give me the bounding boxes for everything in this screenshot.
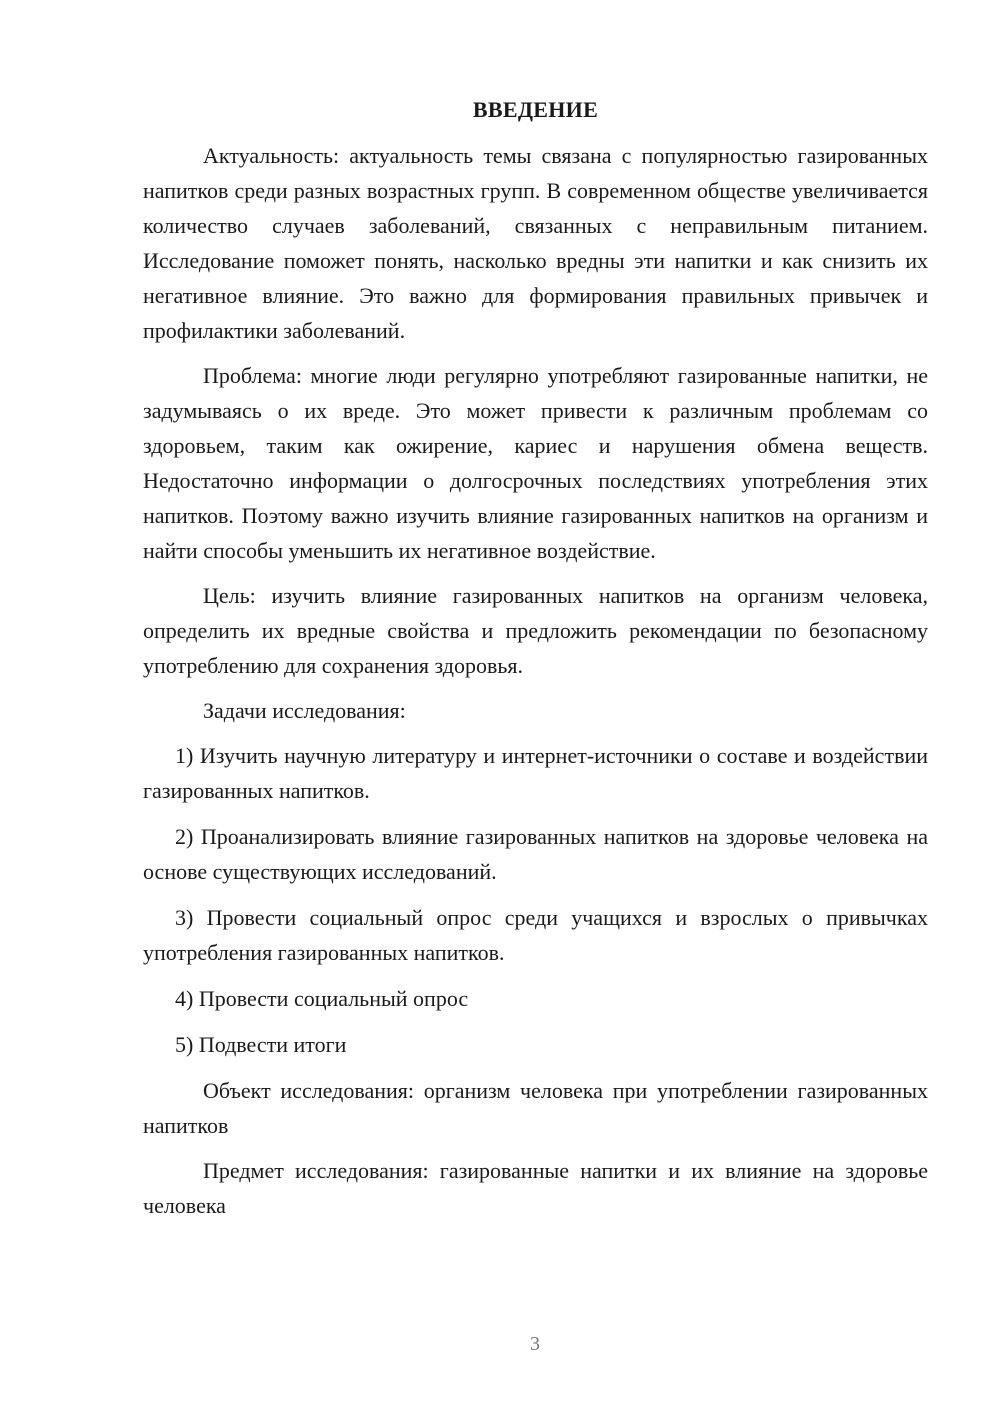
- task-item-4: 4) Провести социальный опрос: [175, 986, 469, 1011]
- paragraph-subject: Предмет исследования: газированные напитки и их влияние на здоровье человека: [143, 1158, 928, 1218]
- paragraph-object: Объект исследования: организм человека при употреблении газированных напитков: [143, 1078, 928, 1138]
- page-number: 3: [530, 1333, 540, 1355]
- task-item-3: 3) Провести социальный опрос среди учащихся и взрослых о привычках употребления газированных напитков.: [143, 905, 928, 965]
- task-item-1: 1) Изучить научную литературу и интернет-источники о составе и воздействии газированных напитков.: [143, 743, 928, 803]
- tasks-heading: Задачи исследования:: [203, 698, 406, 723]
- page-content: [143, 90, 928, 1233]
- task-item-2: 2) Проанализировать влияние газированных напитков на здоровье человека на основе существующих исследований.: [143, 824, 928, 884]
- paragraph-goal: Цель: изучить влияние газированных напитков на организм человека, определить их вредные свойства и предложить рекомендации по безопасному употреблению для сохранения здоровья.: [143, 583, 928, 678]
- section-title: ВВЕДЕНИЕ: [472, 97, 599, 122]
- paragraph-problem: Проблема: многие люди регулярно употребляют газированные напитки, не задумываясь о их вреде. Это может привести к различным проблемам со здоровьем, таким как ожирение, кариес и нарушения обмена веществ. Недостаточно информации о долгосрочных последствиях употребления этих напитков. Поэтому важно изучить влияние газированных напитков на организм и найти способы уменьшить их негативное воздействие.: [143, 363, 928, 563]
- paragraph-relevance: Актуальность: актуальность темы связана с популярностью газированных напитков среди разных возрастных групп. В современном обществе увеличивается количество случаев заболеваний, связанных с неправильным питанием. Исследование поможет понять, насколько вредны эти напитки и как снизить их негативное влияние. Это важно для формирования правильных привычек и профилактики заболеваний.: [143, 143, 928, 343]
- task-item-5: 5) Подвести итоги: [175, 1032, 347, 1057]
